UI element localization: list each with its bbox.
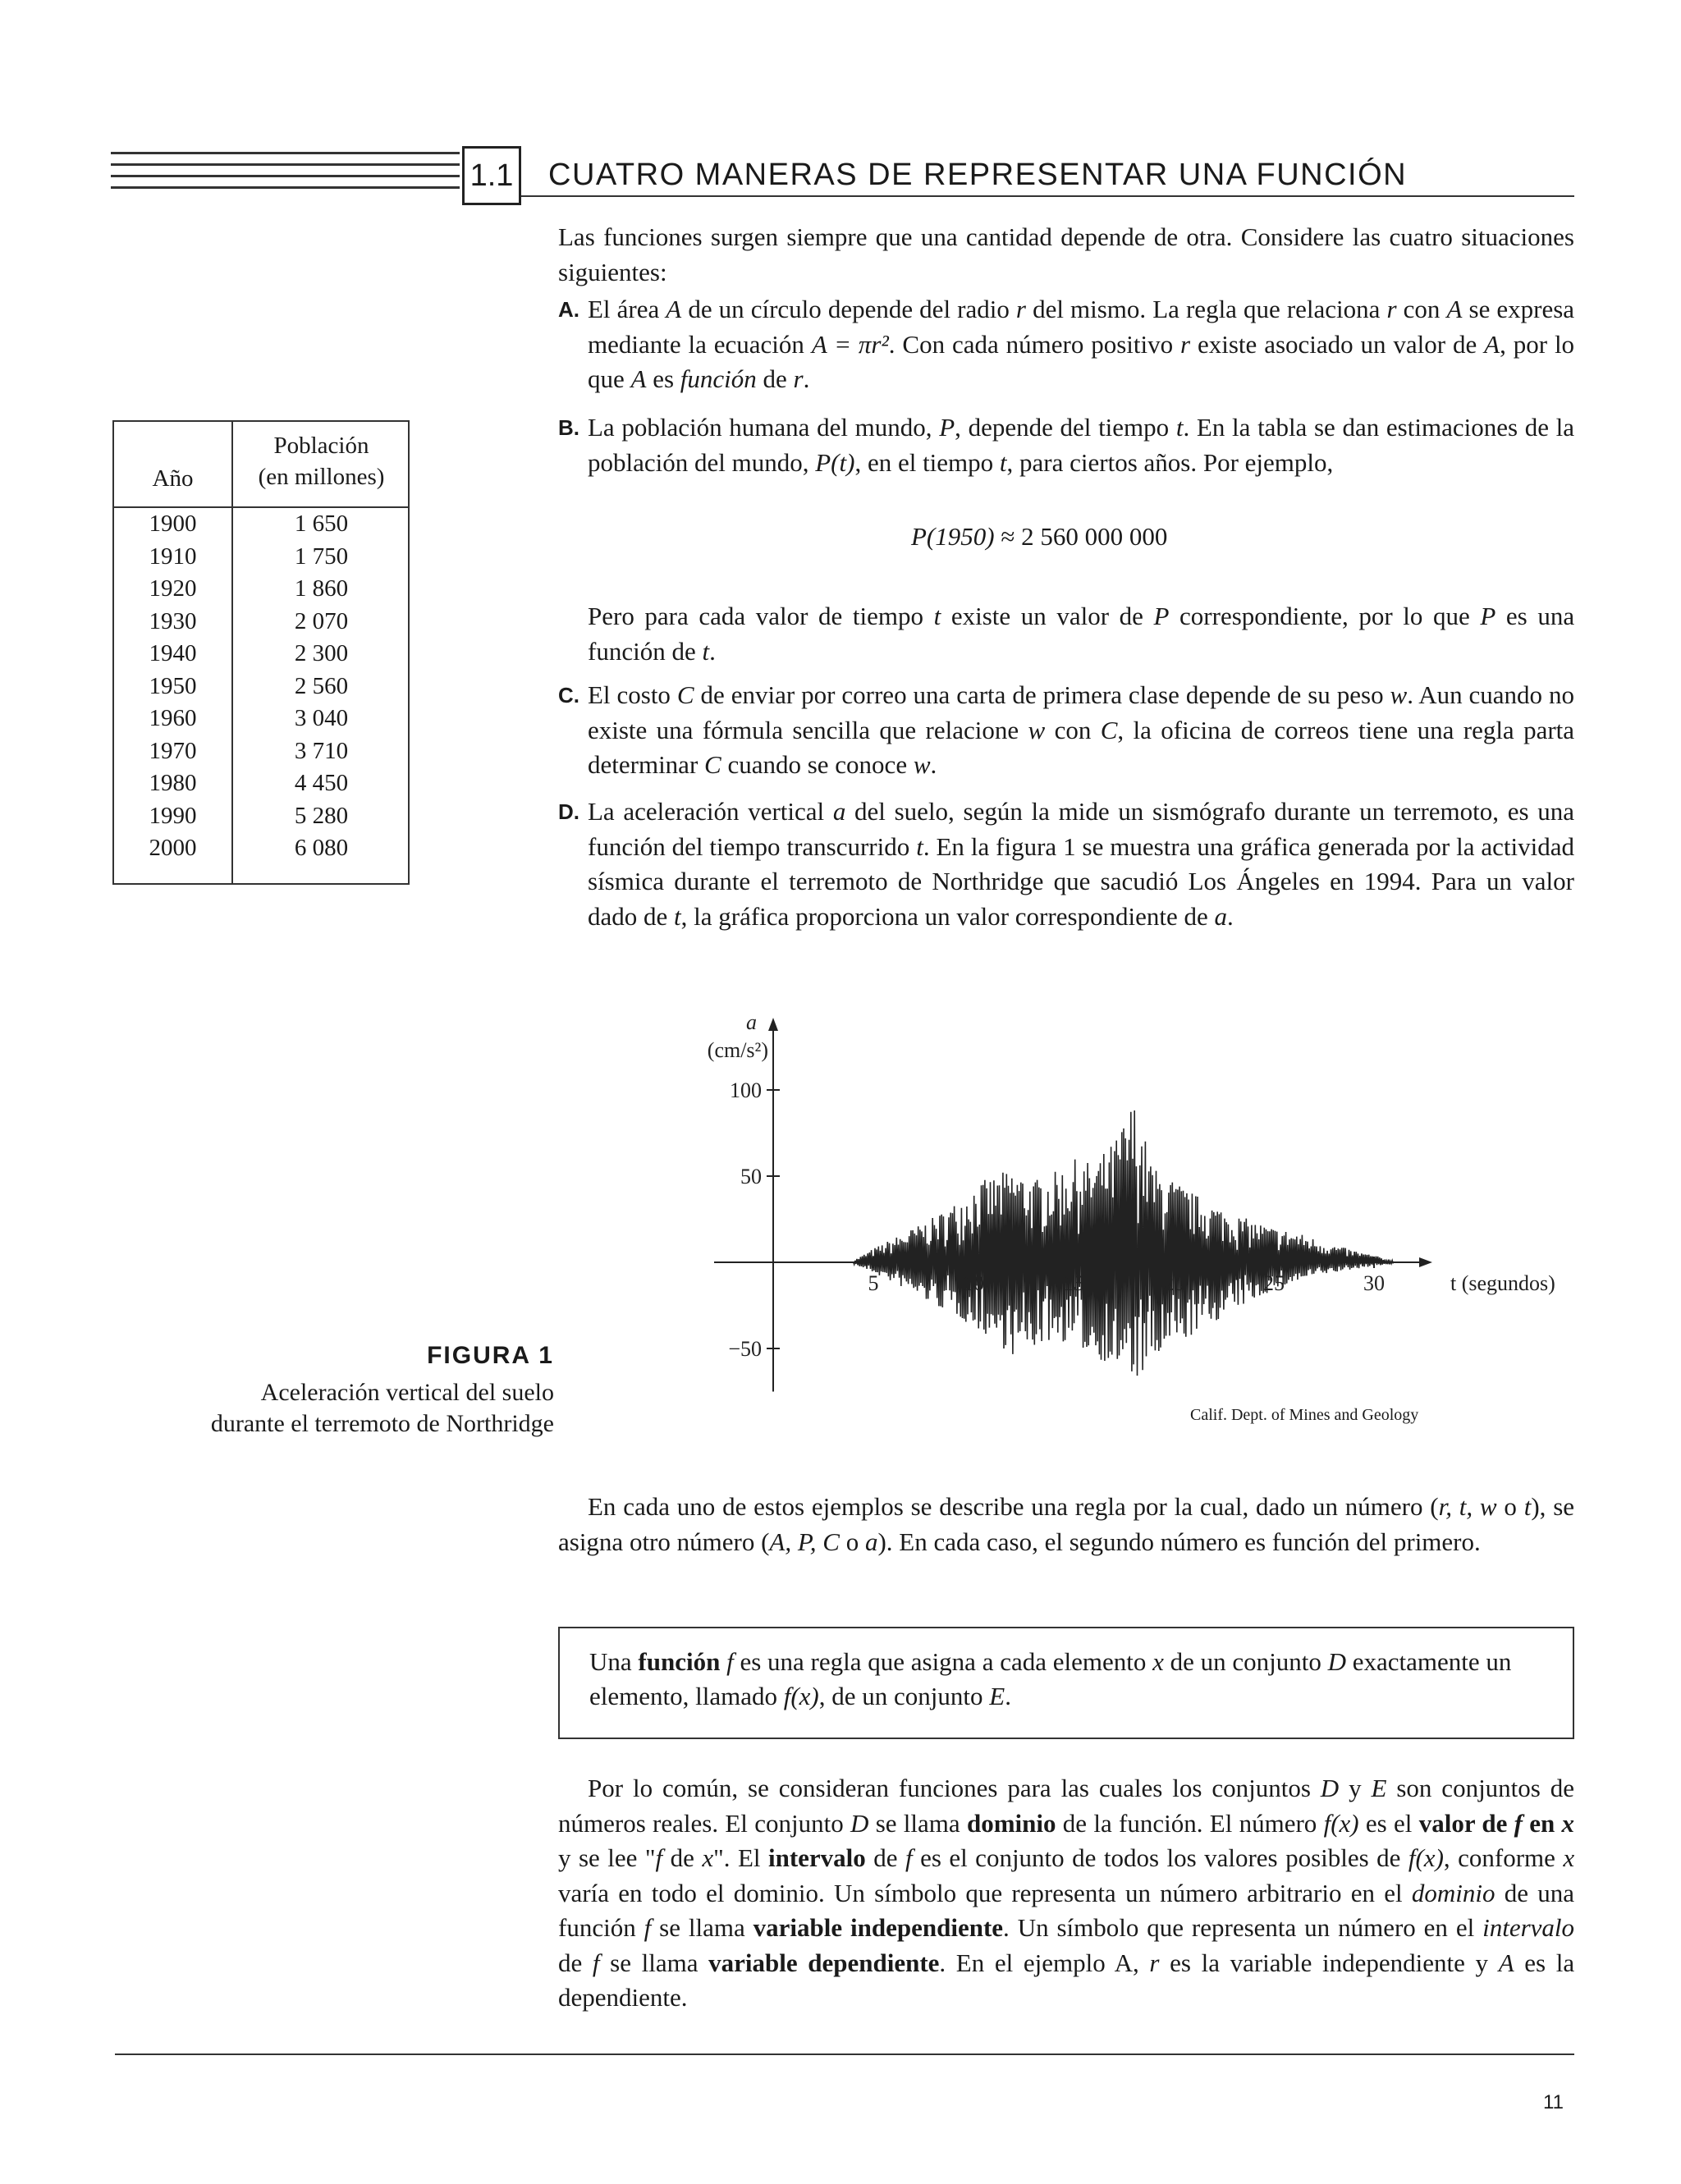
item-a-letter: A. [558,297,579,322]
figure-label: FIGURA 1 [427,1342,554,1369]
item-d-letter: D. [558,799,579,824]
x-axis-label: t (segundos) [1450,1271,1555,1295]
table-row [114,705,408,738]
definition-box: Una función f es una regla que asigna a cada elemento x de un conjunto D exactamente un elemento, llamado f(x), de un conjunto E. [558,1627,1574,1739]
table-cell-year: 1940 [149,640,197,666]
table-cell-population: 1 650 [294,511,349,537]
term-domain: dominio [966,1808,1056,1838]
table-header-divider [114,506,408,508]
table-cell-population: 5 280 [294,802,349,829]
table-row [114,543,408,576]
page-number: 11 [1543,2091,1564,2113]
x-tick-label: 25 [1263,1271,1285,1295]
table-cell-year: 1910 [149,543,197,570]
population-table [112,420,410,885]
summary-paragraph: En cada uno de estos ejemplos se describe una regla por la cual, dado un número (r, t, w o t), se asigna otro número (A, P, C o a). En cada caso, el segundo número es función del primero. [558,1492,1575,1556]
table-row [114,640,408,673]
table-cell-year: 1960 [149,705,197,731]
footer-rule [115,2054,1574,2055]
table-cell-population: 2 300 [294,640,349,666]
term-dependent-variable: variable dependiente [708,1948,940,1977]
table-cell-year: 1950 [149,672,197,699]
figure-source: Calif. Dept. of Mines and Geology [1190,1406,1419,1424]
population-example-equation: P(1950) ≈ 2 560 000 000 [911,522,1168,551]
equation-area: A = πr² [811,329,889,359]
x-axis-arrow [1419,1257,1432,1267]
y-axis-arrow [768,1018,778,1031]
table-cell-year: 2000 [149,835,197,861]
figure-caption: Aceleración vertical del suelo durante el terremoto de Northridge [210,1379,554,1437]
table-cell-population: 1 860 [294,575,349,602]
intro-paragraph: Las funciones surgen siempre que una cantidad depende de otra. Considere las cuatro situaciones siguientes: [558,222,1574,286]
y-tick-label: 100 [730,1078,762,1102]
item-b-letter: B. [558,415,579,440]
table-cell-population: 4 450 [294,770,349,796]
table-cell-year: 1980 [149,770,197,796]
y-tick-label: 50 [740,1165,762,1188]
table-cell-population: 6 080 [294,835,349,861]
x-tick-label: 5 [868,1271,879,1295]
x-tick-label: 10 [963,1271,984,1295]
table-cell-population: 2 560 [294,672,349,699]
item-b-continuation: Pero para cada valor de tiempo t existe un valor de P correspondiente, por lo que P es una función de t. [588,602,1575,666]
table-cell-population: 3 710 [294,737,349,764]
y-axis-units: (cm/s²) [707,1038,768,1062]
term-independent-variable: variable independiente [753,1913,1004,1942]
seismograph-trace [854,1110,1394,1376]
y-tick-label: −50 [728,1337,762,1361]
table-cell-population: 2 070 [294,607,349,634]
header-decorative-lines [111,152,460,201]
item-d: D. La aceleración vertical a del suelo, según la mide un sismógrafo durante un terremoto, es una función del tiempo transcurrido t. En la figura 1 se muestra una gráfica generada por la actividad sísmica durante el terremoto de Northridge que sacudió Los Ángeles en 1994. Para un valor dado de t, la gráfica proporciona un valor correspondiente de a. [558,794,1574,934]
table-row [114,835,408,868]
table-cell-population: 3 040 [294,705,349,731]
seismograph-chart [681,1010,1555,1436]
item-c-letter: C. [558,683,579,707]
term-function: función [638,1647,721,1676]
table-cell-year: 1970 [149,737,197,764]
item-b: B. La población humana del mundo, P, depende del tiempo t. En la tabla se dan estimaciones de la población del mundo, P(t), en el tiempo t, para ciertos años. Por ejemplo, [558,410,1574,480]
table-cell-year: 1930 [149,607,197,634]
table-row [114,511,408,543]
x-tick-label: 30 [1363,1271,1385,1295]
table-cell-year: 1990 [149,802,197,829]
x-tick-label: 20 [1163,1271,1184,1295]
item-a: A. El área A de un círculo depende del radio r del mismo. La regla que relaciona r con A se expresa mediante la ecuación A = πr². Con cada número positivo r existe asociado un valor de A, por lo que A es función de r. [558,292,1574,397]
term-range: intervalo [767,1843,866,1872]
table-row [114,803,408,836]
table-cell-year: 1920 [149,575,197,602]
table-row [114,738,408,771]
table-cell-year: 1900 [149,511,197,537]
domain-paragraph: Por lo común, se consideran funciones para las cuales los conjuntos D y E son conjuntos de números reales. El conjunto D se llama dominio de la función. El número f(x) es el valor de f en x y se lee "f de x". El intervalo de f es el conjunto de todos los valores posibles de f(x), conforme x varía en todo el dominio. Un símbolo que representa un número arbitrario en el dominio de una función f se llama variable independiente. Un símbolo que representa un número en el intervalo de f se llama variable dependiente. En el ejemplo A, r es la variable independiente y A es la dependiente. [558,1774,1575,2012]
section-number: 1.1 [462,146,521,205]
table-row [114,575,408,608]
table-cell-population: 1 750 [294,543,349,570]
y-axis-variable: a [746,1010,757,1034]
seismograph-line [854,1110,1394,1376]
header-rule [521,195,1574,197]
table-header-population: Población (en millones) [258,433,385,490]
table-row [114,608,408,641]
table-row [114,673,408,706]
item-c: C. El costo C de enviar por correo una carta de primera clase depende de su peso w. Aun cuando no existe una fórmula sencilla que relacione w con C, la oficina de correos tiene una regla parta determinar C cuando se conoce w. [558,678,1574,783]
x-tick-label: 15 [1063,1271,1084,1295]
table-row [114,770,408,803]
table-header-year: Año [152,465,194,492]
term-value: valor de f en x [1418,1808,1575,1838]
section-title: CUATRO MANERAS DE REPRESENTAR UNA FUNCIÓN [548,158,1408,192]
